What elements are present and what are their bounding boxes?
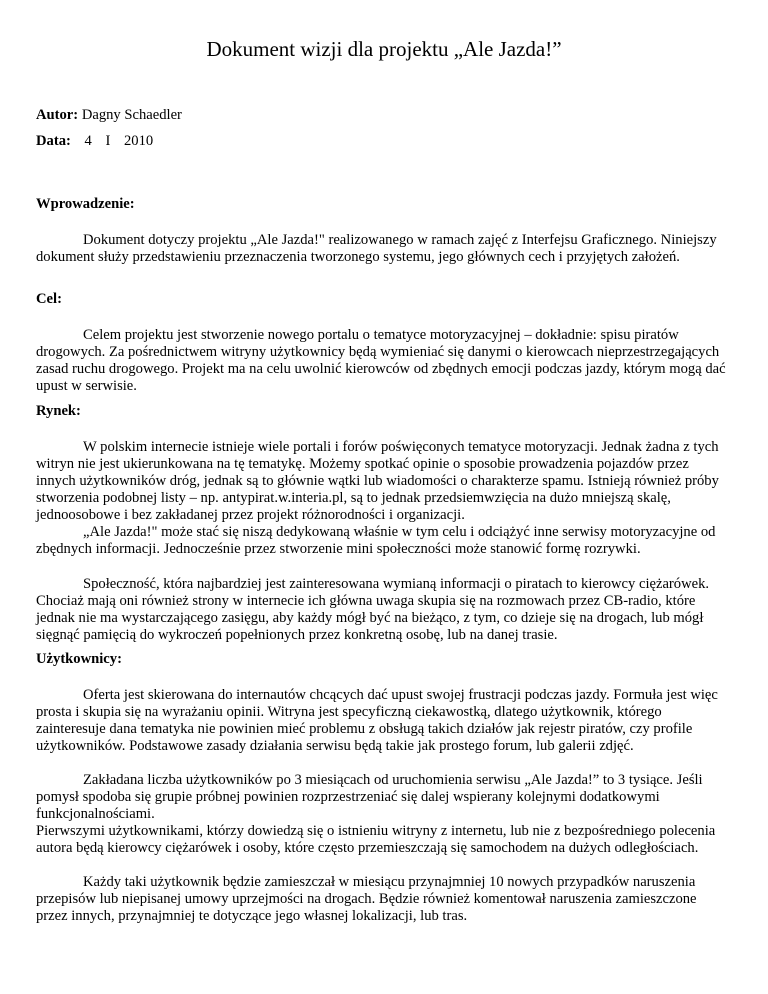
author-value: Dagny Schaedler [81,107,182,123]
author-line [36,107,182,124]
users-paragraph-1: Oferta jest skierowana do internautów chcących dać upust swojej frustracji podczas jazdy. Formuła jest więc prosta i skupia się na wyrażaniu opinii. Witryna jest specyficzną ciekawostką, dlatego użytkownik, którego zainteresuje dana tematyka nie powinien mieć problemu z obsługą takich działów jak rejestr piratów, czy profile użytkowników. Podstawowe zasady działania serwisu będą takie jak prostego forum, lub galerii zdjęć. [36,687,718,754]
section-heading-goal: Cel: [36,291,62,307]
date-day: 4 [84,133,92,149]
section-heading-market: Rynek: [36,403,81,419]
users-paragraph-3: Pierwszymi użytkownikami, którzy dowiedzą się o istnieniu witryny z internetu, lub nie z bezpośredniego polecenia autora będą kierowcy ciężarówek i osoby, które często przemieszczają się samochodem na dużych odległościach. [36,823,716,856]
date-year: 2010 [124,133,154,149]
goal-paragraph: Celem projektu jest stworzenie nowego portalu o tematyce motoryzacyjnej – dokładnie: spisu piratów drogowych. Za pośrednictwem witryny użytkownicy będą wymieniać się danymi o kierowcach nieprzestrzegających zasad ruchu drogowego. Projekt ma na celu uwolnić kierowców od zbędnych emocji podczas jazdy, którym mogą dać upust w serwisie. [36,327,726,394]
date-line [36,133,153,150]
market-paragraph-1: W polskim internecie istnieje wiele portali i forów poświęconych tematyce motoryzacji. Jednak żadna z tych witryn nie jest ukierunkowana na tę tematykę. Możemy spotkać opinie o sposobie prowadzenia pojazdów przez innych użytkowników dróg, jednak są to głównie wątki lub wiadomości o charakterze spamu. Istnieją również próby stworzenia podobnej listy – np. antypirat.w.interia.pl, są to jednak przedsiemwzięcia na dużo mniejszą skalę, jednoosobowe i bez zakładanej przez projekt różnorodności i organizacji. [36,439,719,523]
date-month: I [105,133,111,149]
intro-paragraph: Dokument dotyczy projektu „Ale Jazda!" realizowanego w ramach zajęć z Interfejsu Graficznego. Niniejszy dokument służy przedstawieniu przeznaczenia tworzonego systemu, jego głównych cech i przyjętych założeń. [36,232,717,265]
users-paragraph-4: Każdy taki użytkownik będzie zamieszczał w miesiącu przynajmniej 10 nowych przypadków naruszenia przepisów lub niepisanej umowy uprzejmości na drogach. Będzie również komentował naruszenia zamieszczone przez innych, przynajmniej te dotyczące jego własnej lokalizacji, lub tras. [36,874,697,924]
market-paragraph-2: „Ale Jazda!" może stać się niszą dedykowaną właśnie w tym celu i odciążyć inne serwisy motoryzacyjne od zbędnych informacji. Jednocześnie przez stworzenie mini społeczności może stanowić formę rozrywki. [36,524,716,557]
users-paragraph-2: Zakładana liczba użytkowników po 3 miesiącach od uruchomienia serwisu „Ale Jazda!” to 3 tysiące. Jeśli pomysł spodoba się grupie próbnej powinien rozprzestrzeniać się dalej wspierany kolejnymi dodatkowymi funkcjonalnościami. [36,772,703,822]
section-heading-intro: Wprowadzenie: [36,196,135,212]
author-label: Autor: [36,107,79,123]
document-title: Dokument wizji dla projektu „Ale Jazda!” [206,37,562,61]
date-label: Data: [36,133,71,149]
market-paragraph-3: Społeczność, która najbardziej jest zainteresowana wymianą informacji o piratach to kierowcy ciężarówek. Chociaż mają oni również strony w internecie ich główna uwaga skupia się na rozmowach przez CB-radio, które jednak nie ma wystarczającego zasięgu, aby każdy mógł być na bieżąco, z tym, co dzieje się na drogach, lub mógł sięgnąć pamięcią do wykroczeń popełnionych przez konkretną osobę, lub na danej trasie. [36,576,710,643]
section-heading-users: Użytkownicy: [36,651,122,667]
